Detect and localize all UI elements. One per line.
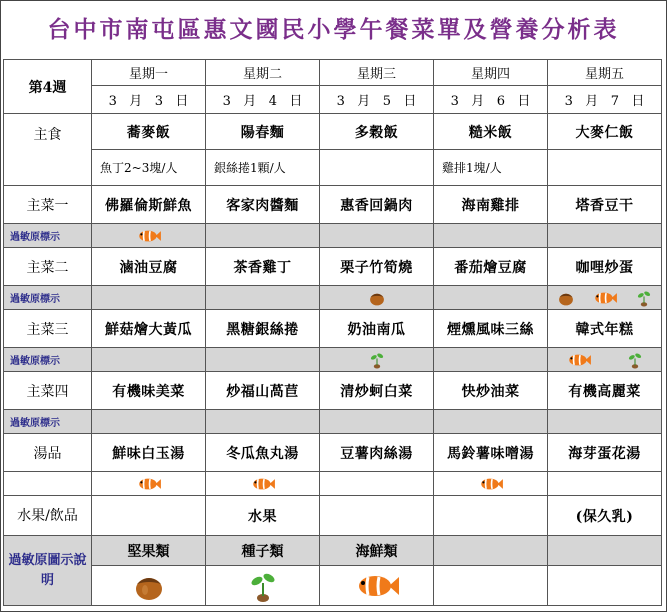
allergen-cell [434,224,548,248]
legend-seed-name: 種子類 [206,536,320,566]
dish-cell: 塔香豆干 [548,186,662,224]
dish-cell: 陽春麵 [206,114,320,150]
legend-seed-icon-cell [206,566,320,606]
allergen-cell [548,472,662,496]
dish-cell: 糙米飯 [434,114,548,150]
legend-fish-name: 海鮮類 [320,536,434,566]
fish-icon [566,351,592,369]
legend-nut-name: 堅果類 [92,536,206,566]
day-name: 星期三 [320,60,434,86]
dish-cell: 奶油南瓜 [320,310,434,348]
nut-icon [132,570,166,602]
allergen-cell [92,410,206,434]
note-cell: 魚丁2~3塊/人 [92,150,206,186]
fish-icon [353,571,401,601]
allergen-cell [206,472,320,496]
allergen-row [4,348,662,372]
empty-cell [548,536,662,566]
seed-icon [249,569,277,603]
allergen-cell [434,472,548,496]
date-row [4,86,662,114]
row-label-soup: 湯品 [4,434,92,472]
dish-cell: 快炒油菜 [434,372,548,410]
allergen-icons [206,475,319,493]
dish-cell: 有機高麗菜 [548,372,662,410]
allergen-cell [434,410,548,434]
allergen-label: 過敏原標示 [4,224,92,248]
dish-cell: 有機味美菜 [92,372,206,410]
allergen-cell [548,286,662,310]
allergen-cell [548,348,662,372]
dish-cell: 鮮味白玉湯 [92,434,206,472]
row-label-main4: 主菜四 [4,372,92,410]
date-cell: 3 月 4 日 [206,86,320,114]
row-label-main1: 主菜一 [4,186,92,224]
allergen-cell [206,410,320,434]
note-cell [548,150,662,186]
dish-cell: 番茄燴豆腐 [434,248,548,286]
legend-fish-icon-cell [320,566,434,606]
allergen-cell [320,410,434,434]
allergen-cell [320,286,434,310]
dish-cell: 清炒蚵白菜 [320,372,434,410]
nut-icon [368,289,386,307]
dish-cell: 惠香回鍋肉 [320,186,434,224]
dish-cell: 茶香雞丁 [206,248,320,286]
fish-icon [136,475,162,493]
allergen-icons [92,227,205,245]
dish-cell: 煙燻風味三絲 [434,310,548,348]
dish-cell: 水果 [206,496,320,536]
allergen-cell [92,224,206,248]
dish-cell: 滷油豆腐 [92,248,206,286]
allergen-cell [206,224,320,248]
dish-cell: 多穀飯 [320,114,434,150]
row-label-main2: 主菜二 [4,248,92,286]
date-cell: 3 月 3 日 [92,86,206,114]
note-cell: 雞排1塊/人 [434,150,548,186]
allergen-cell [206,286,320,310]
fish-icon [592,289,618,307]
dish-cell: 豆薯肉絲湯 [320,434,434,472]
allergen-cell [434,348,548,372]
allergen-cell [206,348,320,372]
allergen-cell [92,286,206,310]
empty-cell [434,536,548,566]
row-label-staple: 主食 [4,114,92,186]
dish-cell [434,496,548,536]
fish-icon [136,227,162,245]
allergen-cell [320,224,434,248]
allergen-icons [320,289,433,307]
date-cell: 3 月 5 日 [320,86,434,114]
dish-cell: 海南雞排 [434,186,548,224]
dish-cell: 馬鈴薯味噌湯 [434,434,548,472]
row-label-fruit: 水果/飲品 [4,496,92,536]
dish-cell [92,496,206,536]
allergen-row [4,286,662,310]
empty-cell [434,566,548,606]
nut-icon [557,289,575,307]
allergen-cell [92,348,206,372]
dish-cell: 咖哩炒蛋 [548,248,662,286]
dish-cell: 蕎麥飯 [92,114,206,150]
empty-cell [548,566,662,606]
day-name: 星期二 [206,60,320,86]
day-name: 星期四 [434,60,548,86]
empty-cell [4,472,92,496]
dish-cell: 佛羅倫斯鮮魚 [92,186,206,224]
allergen-cell [92,472,206,496]
dish-cell: 海芽蛋花湯 [548,434,662,472]
allergen-row [4,224,662,248]
allergen-icons [548,289,661,307]
allergen-icons [320,351,433,369]
allergen-cell [320,348,434,372]
allergen-icons [548,351,661,369]
date-cell: 3 月 6 日 [434,86,548,114]
note-cell [320,150,434,186]
allergen-icons [434,475,547,493]
seed-icon [627,351,643,369]
dish-cell: 韓式年糕 [548,310,662,348]
soup-allergen-row [4,472,662,496]
menu-table [3,59,662,606]
legend-label: 過敏原圖示說明 [4,536,92,606]
legend-nut-icon-cell [92,566,206,606]
dish-cell: 鮮菇燴大黃瓜 [92,310,206,348]
day-name: 星期五 [548,60,662,86]
week-label: 第4週 [4,60,92,114]
seed-icon [636,289,652,307]
dish-cell: 黑糖銀絲捲 [206,310,320,348]
fish-icon [478,475,504,493]
date-cell: 3 月 7 日 [548,86,662,114]
dish-cell: 客家肉醬麵 [206,186,320,224]
dish-cell: (保久乳) [548,496,662,536]
note-cell: 銀絲捲1顆/人 [206,150,320,186]
seed-icon [369,351,385,369]
allergen-cell [548,410,662,434]
dish-cell: 栗子竹筍燒 [320,248,434,286]
dish-cell [320,496,434,536]
fish-icon [250,475,276,493]
allergen-cell [320,472,434,496]
day-name: 星期一 [92,60,206,86]
allergen-cell [434,286,548,310]
allergen-label: 過敏原標示 [4,410,92,434]
page-title: 台中市南屯區惠文國民小學午餐菜單及營養分析表 [47,16,620,43]
dish-cell: 大麥仁飯 [548,114,662,150]
dish-cell: 炒福山萵苣 [206,372,320,410]
allergen-icons [92,475,205,493]
allergen-cell [548,224,662,248]
row-label-main3: 主菜三 [4,310,92,348]
allergen-label: 過敏原標示 [4,286,92,310]
dish-cell: 冬瓜魚丸湯 [206,434,320,472]
allergen-label: 過敏原標示 [4,348,92,372]
allergen-row [4,410,662,434]
